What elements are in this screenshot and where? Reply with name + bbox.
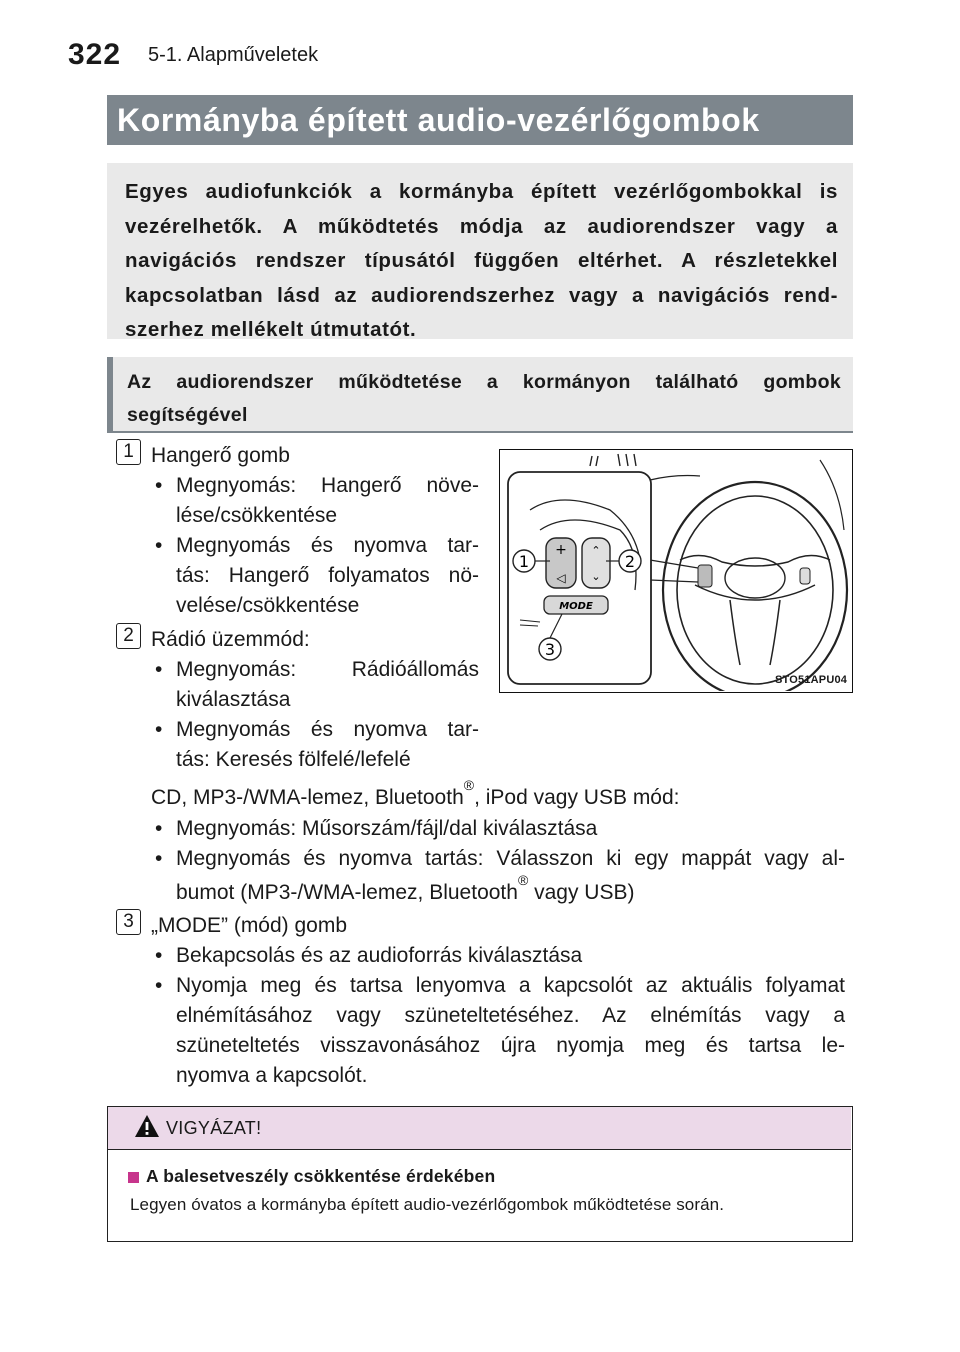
bullet-dot: • <box>155 474 163 497</box>
steering-wheel-illustration <box>500 450 851 691</box>
bullet-dot: • <box>155 718 163 741</box>
svg-text:◁: ◁ <box>556 571 566 585</box>
section-label: 5-1. Alapműveletek <box>148 44 319 66</box>
warning-text: Legyen óvatos a kormányba épített audio-vezérlőgombok működtetése során. <box>130 1195 725 1214</box>
item-number-2: 2 <box>116 623 141 649</box>
radio-bullet-2 <box>155 715 479 775</box>
bullet-line: Bekapcsolás és az audioforrás kiválasztása <box>176 944 583 967</box>
svg-text:⌃: ⌃ <box>591 544 601 557</box>
page-number: 322 <box>68 38 122 71</box>
bullet-line: Megnyomás és nyomva tar- <box>176 534 479 557</box>
page-title: Kormányba épített audio-vezérlőgombok <box>117 102 760 138</box>
warning-square-icon <box>128 1172 139 1183</box>
bullet-dot: • <box>155 847 163 870</box>
volume-bullet-1 <box>155 471 479 531</box>
bullet-line: tás: Keresés fölfelé/lefelé <box>176 748 411 771</box>
intro-paragraph <box>125 175 838 348</box>
title-bar <box>107 95 853 145</box>
bullet-dot: • <box>155 534 163 557</box>
bullet-dot: • <box>155 944 163 967</box>
radio-title: Rádió üzemmód: <box>151 628 310 651</box>
svg-text:⌄: ⌄ <box>591 570 601 583</box>
bullet-line: elnémításához vagy szüneteltetéséhez. Az elnémítás vagy a <box>176 1004 845 1027</box>
bullet-line: Megnyomás és nyomva tar- <box>176 718 479 741</box>
subheading-line: segítségével <box>127 404 248 426</box>
bullet-line: tás: Hangerő folyamatos nö- <box>176 564 479 587</box>
bullet-line: Megnyomás és nyomva tartás: Válasszon ki egy mappát vagy al- <box>176 847 845 870</box>
cd-b2-text-b: vagy USB) <box>528 881 635 904</box>
mode-bullet-1 <box>155 941 845 971</box>
item-number-3: 3 <box>116 909 141 935</box>
bullet-dot: • <box>155 817 163 840</box>
warning-triangle-icon <box>134 1114 160 1138</box>
volume-title: Hangerő gomb <box>151 444 290 467</box>
intro-line: vezérelhetők. A működtetés módja az audiorendszer vagy a <box>125 214 838 238</box>
radio-bullet-1 <box>155 655 479 715</box>
bullet-dot: • <box>155 658 163 681</box>
callout-3: 3 <box>544 640 556 659</box>
svg-text:+: + <box>555 542 567 558</box>
figure-code: STO51APU04 <box>775 674 848 686</box>
bullet-line: kiválasztása <box>176 688 291 711</box>
warning-heading: VIGYÁZAT! <box>166 1118 262 1138</box>
intro-line: szerhez mellékelt útmutatót. <box>125 318 417 341</box>
cd-title-a: CD, MP3-/WMA-lemez, Bluetooth <box>151 786 464 809</box>
bullet-line: szüneteltetés visszavonásához újra nyomja meg és tartsa le- <box>176 1034 845 1057</box>
warning-title: A balesetveszély csökkentése érdekében <box>146 1166 496 1186</box>
bullet-line: lése/csökkentése <box>176 504 338 527</box>
bullet-line: velése/csökkentése <box>176 594 360 617</box>
cd-bullet-1 <box>155 814 845 844</box>
registered-mark: ® <box>463 777 475 793</box>
bullet-dot: • <box>155 974 163 997</box>
steering-wheel-figure <box>499 449 853 693</box>
item-number-1: 1 <box>116 439 141 465</box>
subheading-line: Az audiorendszer működtetése a kormányon található gombok <box>127 371 841 393</box>
warning-box <box>107 1106 853 1242</box>
bullet-line: Megnyomás: Rádióállomás <box>176 658 479 681</box>
bullet-line <box>176 872 845 908</box>
callout-2: 2 <box>624 552 636 571</box>
callout-1: 1 <box>518 552 530 571</box>
cd-title-b: , iPod vagy USB mód: <box>474 786 680 809</box>
mode-title: „MODE” (mód) gomb <box>151 914 348 937</box>
cd-bullet-2 <box>155 844 845 908</box>
bullet-line: Megnyomás: Műsorszám/fájl/dal kiválasztása <box>176 817 598 840</box>
bullet-line: nyomva a kapcsolót. <box>176 1064 368 1087</box>
mode-button-label: MODE <box>559 601 593 612</box>
warning-header <box>108 1107 851 1150</box>
bullet-line: Megnyomás: Hangerő növe- <box>176 474 479 497</box>
mode-bullet-2 <box>155 971 845 1091</box>
registered-mark: ® <box>517 872 529 888</box>
intro-box <box>107 163 853 339</box>
cd-b2-text-a: bumot (MP3-/WMA-lemez, Bluetooth <box>176 881 518 904</box>
bullet-line: Nyomja meg és tartsa lenyomva a kapcsolót az aktuális folyamat <box>176 974 845 997</box>
intro-line: kapcsolatban lásd az audiorendszerhez vagy a navigációs rend- <box>125 283 838 307</box>
intro-line: navigációs rendszer típusától függően eltérhet. A részletekkel <box>125 249 838 272</box>
volume-bullet-2 <box>155 531 479 621</box>
subheading-box <box>107 357 853 433</box>
intro-line: Egyes audiofunkciók a kormányba épített vezérlőgombokkal is <box>125 180 838 203</box>
subheading <box>127 366 841 432</box>
cd-title <box>151 777 680 813</box>
